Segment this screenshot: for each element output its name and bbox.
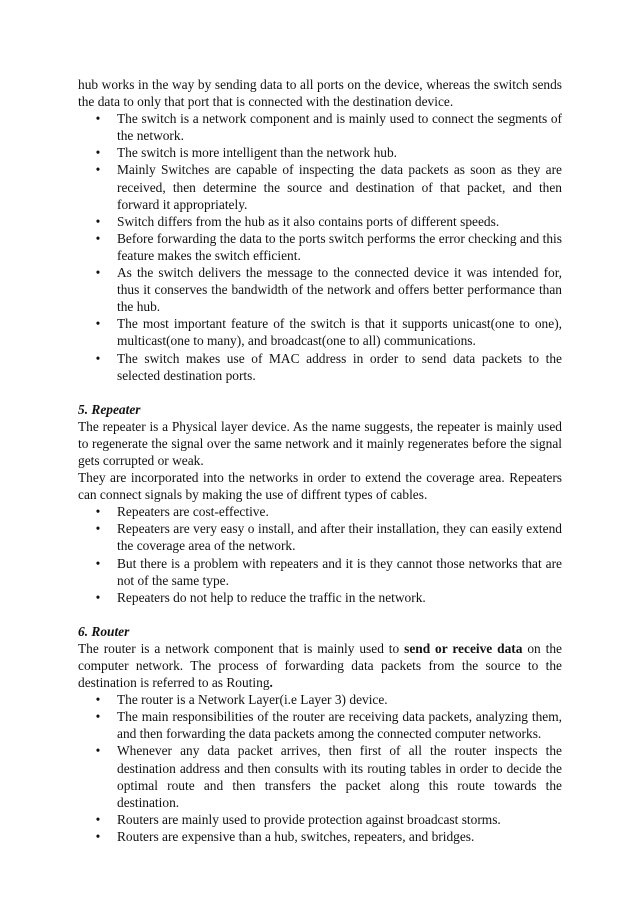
list-item [78, 213, 562, 230]
bullet-icon: • [95, 265, 101, 281]
router-bold-phrase: send or receive data [404, 640, 523, 656]
bullet-icon: • [95, 521, 101, 537]
list-item-text: Routers are mainly used to provide protection against broadcast storms. [117, 811, 501, 827]
router-paragraph [78, 640, 562, 691]
list-item [78, 811, 562, 828]
list-item [78, 691, 562, 708]
list-item-text: Routers are expensive than a hub, switches, repeaters, and bridges. [117, 828, 475, 844]
list-item-text: The switch is more intelligent than the network hub. [117, 145, 398, 161]
list-item-text: Repeaters do not help to reduce the traffic in the network. [117, 589, 426, 605]
bullet-icon: • [95, 811, 101, 827]
bullet-icon: • [95, 589, 101, 605]
repeater-paragraph-2: They are incorporated into the networks in order to extend the coverage area. Repeaters can connect signals by making the use of diffrent types of cables. [78, 470, 562, 503]
bullet-icon: • [95, 111, 101, 127]
list-item-text: The main responsibilities of the router are receiving data packets, analyzing them, and then forwarding the data packets among the connected computer networks. [117, 709, 562, 742]
router-text-middle: on the computer network. The process of forwarding data packets from the source to the destination is referred to as Routing [78, 640, 563, 691]
list-item-text: The switch is a network component and is mainly used to connect the segments of the network. [117, 111, 562, 144]
bullet-icon: • [95, 692, 101, 708]
bullet-icon: • [95, 555, 101, 571]
list-item [78, 144, 562, 161]
list-item-text: Repeaters are very easy o install, and after their installation, they can easily extend the coverage area of the network. [117, 521, 562, 554]
list-item-text: Repeaters are cost-effective. [117, 504, 269, 520]
list-item-text: The router is a Network Layer(i.e Layer 3) device. [117, 692, 388, 708]
bullet-icon: • [95, 162, 101, 178]
list-item-text: Before forwarding the data to the ports switch performs the error checking and this feature makes the switch efficient. [117, 230, 562, 263]
list-item [78, 350, 562, 384]
router-text-start: The router is a network component that is mainly used to [78, 640, 405, 656]
router-text-end: . [269, 675, 273, 691]
repeater-bullet-list [78, 503, 562, 606]
list-item-text: The most important feature of the switch is that it supports unicast(one to one), multicast(one to many), and broadcast(one to all) communications. [117, 316, 562, 349]
intro-paragraph: hub works in the way by sending data to all ports on the device, whereas the switch sends the data to only that port that is connected with the destination device. [78, 77, 562, 110]
bullet-icon: • [95, 230, 101, 246]
list-item [78, 742, 562, 810]
list-item [78, 589, 562, 606]
list-item-text: But there is a problem with repeaters and it is they cannot those networks that are not of the same type. [117, 555, 562, 588]
list-item [78, 708, 562, 742]
router-bullet-list [78, 691, 562, 845]
document-page [78, 76, 562, 845]
list-item [78, 161, 562, 212]
router-heading: 6. Router [78, 623, 130, 639]
section-spacer [78, 384, 562, 401]
list-item [78, 520, 562, 554]
bullet-icon: • [95, 350, 101, 366]
list-item [78, 110, 562, 144]
bullet-icon: • [95, 828, 101, 844]
list-item [78, 555, 562, 589]
repeater-paragraph-1: The repeater is a Physical layer device. As the name suggests, the repeater is mainly used to regenerate the signal over the same network and it mainly regenerates before the signal gets corrupted or weak. [78, 418, 562, 468]
bullet-icon: • [95, 709, 101, 725]
list-item-text: Mainly Switches are capable of inspecting the data packets as soon as they are received, then determine the source and destination of that packet, and then forward it appropriately. [117, 162, 562, 212]
list-item-text: Whenever any data packet arrives, then first of all the router inspects the destination address and then consults with its routing tables in order to decide the optimal route and then transfers the packet along this route towards the destination. [117, 743, 562, 810]
list-item [78, 230, 562, 264]
list-item [78, 503, 562, 520]
bullet-icon: • [95, 316, 101, 332]
list-item [78, 828, 562, 845]
list-item-text: As the switch delivers the message to the connected device it was intended for, thus it conserves the bandwidth of the network and offers better performance than the hub. [117, 265, 562, 315]
bullet-icon: • [95, 145, 101, 161]
switch-bullet-list [78, 110, 562, 384]
list-item [78, 315, 562, 349]
bullet-icon: • [95, 743, 101, 759]
list-item [78, 264, 562, 315]
bullet-icon: • [95, 213, 101, 229]
section-spacer [78, 606, 562, 623]
bullet-icon: • [95, 504, 101, 520]
list-item-text: The switch makes use of MAC address in order to send data packets to the selected destination ports. [117, 350, 562, 383]
list-item-text: Switch differs from the hub as it also contains ports of different speeds. [117, 213, 500, 229]
repeater-heading: 5. Repeater [78, 401, 141, 417]
